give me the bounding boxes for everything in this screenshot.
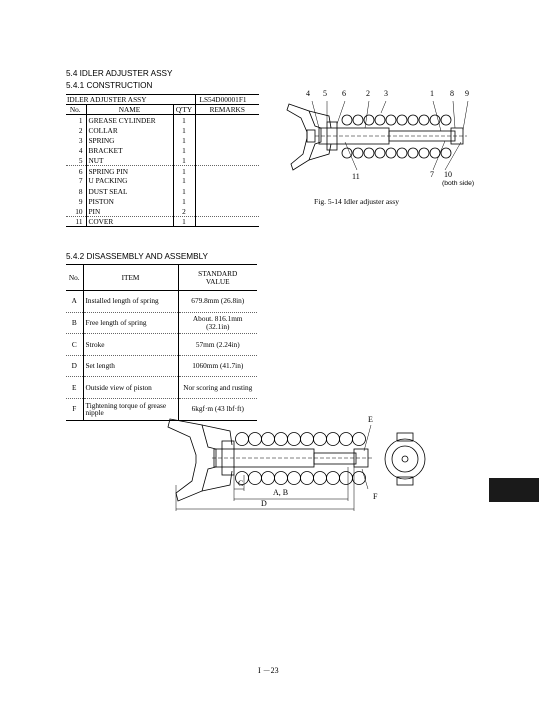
spring-coil bbox=[262, 472, 275, 485]
part-qty: 1 bbox=[173, 217, 195, 227]
std-item: Outside view of piston bbox=[83, 377, 178, 399]
part-name: SPRING PIN bbox=[86, 166, 173, 176]
part-name: COLLAR bbox=[86, 125, 173, 135]
std-item: Stroke bbox=[83, 334, 178, 356]
part-name: PISTON bbox=[86, 196, 173, 206]
part-name: DUST SEAL bbox=[86, 186, 173, 196]
leader-3 bbox=[381, 101, 386, 113]
parts-table-header bbox=[66, 105, 259, 115]
spring-coil bbox=[340, 472, 353, 485]
part-remarks bbox=[195, 217, 259, 227]
spring-coil bbox=[288, 433, 301, 446]
spring-coil bbox=[364, 148, 374, 158]
std-col-value-line1: STANDARD bbox=[198, 268, 238, 278]
part-qty: 1 bbox=[173, 115, 195, 125]
spring-coil bbox=[275, 433, 288, 446]
part-no: 5 bbox=[66, 156, 86, 166]
part-name: BRACKET bbox=[86, 145, 173, 155]
spring-coil bbox=[408, 148, 418, 158]
table-row bbox=[66, 291, 257, 313]
table-row bbox=[66, 125, 259, 135]
std-value: 1060mm (41.7in) bbox=[178, 355, 257, 377]
table-row bbox=[66, 176, 259, 186]
spring-coil bbox=[236, 433, 249, 446]
part-qty: 1 bbox=[173, 176, 195, 186]
part-no: 7 bbox=[66, 176, 86, 186]
spring-coil bbox=[375, 148, 385, 158]
callout-6: 6 bbox=[342, 89, 346, 98]
spring-coil bbox=[249, 433, 262, 446]
std-item: Free length of spring bbox=[83, 312, 178, 334]
chapter-tab bbox=[489, 478, 539, 502]
leader-4 bbox=[312, 101, 319, 128]
spring-coil bbox=[327, 472, 340, 485]
both-side-note: (both side) bbox=[442, 180, 475, 187]
spring-coil bbox=[340, 433, 353, 446]
part-remarks bbox=[195, 176, 259, 186]
piston bbox=[389, 131, 455, 141]
col-no: No. bbox=[66, 105, 86, 115]
leader-9 bbox=[463, 101, 468, 130]
table-row bbox=[66, 156, 259, 166]
spring-coil bbox=[301, 472, 314, 485]
std-no: D bbox=[66, 355, 83, 377]
spring-coil bbox=[262, 433, 275, 446]
part-no: 11 bbox=[66, 217, 86, 227]
std-item: Installed length of spring bbox=[83, 291, 178, 313]
disassembly-heading: 5.4.2 DISASSEMBLY AND ASSEMBLY bbox=[66, 252, 208, 261]
part-name: NUT bbox=[86, 156, 173, 166]
spring-coil bbox=[419, 115, 429, 125]
spring-coil bbox=[386, 148, 396, 158]
part-qty: 1 bbox=[173, 166, 195, 176]
part-qty: 1 bbox=[173, 125, 195, 135]
part-no: 8 bbox=[66, 186, 86, 196]
spring-coil bbox=[441, 148, 451, 158]
spring-coil bbox=[375, 115, 385, 125]
leader-7 bbox=[433, 141, 445, 170]
part-name: PIN bbox=[86, 207, 173, 217]
table-row bbox=[66, 115, 259, 125]
assy-title: IDLER ADJUSTER ASSY bbox=[66, 95, 195, 105]
callout-4: 4 bbox=[306, 89, 310, 98]
part-qty: 1 bbox=[173, 135, 195, 145]
table-row bbox=[66, 196, 259, 206]
table-row bbox=[66, 186, 259, 196]
callout-11: 11 bbox=[352, 172, 360, 181]
spring-coil bbox=[327, 433, 340, 446]
std-value: 57mm (2.24in) bbox=[178, 334, 257, 356]
std-item: Tightening torque of grease nipple bbox=[83, 398, 178, 420]
leader-f bbox=[362, 469, 368, 489]
part-remarks bbox=[195, 156, 259, 166]
figure-caption: Fig. 5-14 Idler adjuster assy bbox=[314, 197, 399, 206]
spring-coil bbox=[408, 115, 418, 125]
std-col-no: No. bbox=[66, 265, 83, 291]
table-row bbox=[66, 166, 259, 176]
part-remarks bbox=[195, 145, 259, 155]
table-row bbox=[66, 217, 259, 227]
spring-coil bbox=[342, 115, 352, 125]
spring-coil bbox=[397, 115, 407, 125]
table-row bbox=[66, 312, 257, 334]
spring-coil bbox=[275, 472, 288, 485]
part-no: 4 bbox=[66, 145, 86, 155]
std-no: C bbox=[66, 334, 83, 356]
part-remarks bbox=[195, 115, 259, 125]
std-no: A bbox=[66, 291, 83, 313]
std-no: B bbox=[66, 312, 83, 334]
leader-6 bbox=[337, 101, 345, 124]
std-col-value bbox=[178, 265, 257, 291]
end-view-outer bbox=[385, 439, 425, 479]
spring-coil bbox=[430, 115, 440, 125]
part-name: SPRING bbox=[86, 135, 173, 145]
part-no: 9 bbox=[66, 196, 86, 206]
spring-coil bbox=[441, 115, 451, 125]
part-remarks bbox=[195, 186, 259, 196]
label-f: F bbox=[373, 492, 378, 501]
table-row bbox=[66, 334, 257, 356]
table-row bbox=[66, 145, 259, 155]
part-name: COVER bbox=[86, 217, 173, 227]
spring-coil bbox=[397, 148, 407, 158]
callout-9: 9 bbox=[465, 89, 469, 98]
spring-coil bbox=[249, 472, 262, 485]
callout-3: 3 bbox=[384, 89, 388, 98]
spring-coil bbox=[353, 115, 363, 125]
leader-2 bbox=[365, 101, 369, 128]
std-col-value-line2: VALUE bbox=[205, 276, 230, 286]
part-remarks bbox=[195, 135, 259, 145]
part-qty: 2 bbox=[173, 207, 195, 217]
spring-coil bbox=[288, 472, 301, 485]
part-remarks bbox=[195, 166, 259, 176]
spring-coil bbox=[342, 148, 352, 158]
std-no: F bbox=[66, 398, 83, 420]
parts-table bbox=[66, 94, 259, 227]
standard-value-table bbox=[66, 264, 257, 421]
label-d: D bbox=[261, 499, 267, 508]
leader-1 bbox=[433, 101, 441, 131]
spring-coil bbox=[386, 115, 396, 125]
std-value: 679.8mm (26.8in) bbox=[178, 291, 257, 313]
std-value: About. 816.1mm (32.1in) bbox=[178, 312, 257, 334]
label-c: C bbox=[238, 479, 244, 488]
end-view-hub bbox=[402, 456, 408, 462]
table-row bbox=[66, 355, 257, 377]
part-qty: 1 bbox=[173, 156, 195, 166]
part-qty: 1 bbox=[173, 145, 195, 155]
table-row bbox=[66, 377, 257, 399]
callout-2: 2 bbox=[366, 89, 370, 98]
part-name: GREASE CYLINDER bbox=[86, 115, 173, 125]
part-no: 10 bbox=[66, 207, 86, 217]
callout-7: 7 bbox=[430, 170, 434, 179]
page-number: I －23 bbox=[258, 666, 279, 675]
std-col-item: ITEM bbox=[83, 265, 178, 291]
part-no: 2 bbox=[66, 125, 86, 135]
spring-coil bbox=[353, 148, 363, 158]
callout-1: 1 bbox=[430, 89, 434, 98]
leader-8 bbox=[453, 101, 455, 128]
section-heading: 5.4 IDLER ADJUSTER ASSY bbox=[66, 69, 173, 78]
spring-coil bbox=[314, 472, 327, 485]
callout-10: 10 bbox=[444, 170, 452, 179]
assy-part-number: LS54D00001F1 bbox=[195, 95, 259, 105]
lower-bracket-fork bbox=[168, 419, 216, 501]
part-no: 6 bbox=[66, 166, 86, 176]
bracket-fork bbox=[287, 104, 321, 170]
label-e: E bbox=[368, 415, 373, 424]
assembly-dimension-drawing bbox=[168, 415, 428, 515]
leader-10 bbox=[445, 142, 461, 170]
part-name: U PACKING bbox=[86, 176, 173, 186]
std-item: Set length bbox=[83, 355, 178, 377]
col-remarks: REMARKS bbox=[195, 105, 259, 115]
spring-coil bbox=[419, 148, 429, 158]
table-row bbox=[66, 135, 259, 145]
std-value: Nor scoring and rusting bbox=[178, 377, 257, 399]
nut bbox=[307, 130, 315, 142]
col-name: NAME bbox=[86, 105, 173, 115]
standard-table-header bbox=[66, 265, 257, 291]
part-no: 1 bbox=[66, 115, 86, 125]
spring-coil bbox=[301, 433, 314, 446]
part-no: 3 bbox=[66, 135, 86, 145]
callout-5: 5 bbox=[323, 89, 327, 98]
part-qty: 1 bbox=[173, 196, 195, 206]
part-remarks bbox=[195, 196, 259, 206]
col-qty: Q'TY bbox=[173, 105, 195, 115]
leader-11 bbox=[345, 142, 357, 170]
construction-heading: 5.4.1 CONSTRUCTION bbox=[66, 81, 153, 90]
spring-coil bbox=[353, 433, 366, 446]
std-value: 6kgf·m (43 lbf·ft) bbox=[178, 398, 257, 420]
label-ab: A, B bbox=[273, 488, 289, 497]
std-no: E bbox=[66, 377, 83, 399]
end-view-inner bbox=[392, 446, 418, 472]
part-qty: 1 bbox=[173, 186, 195, 196]
spring-coil bbox=[314, 433, 327, 446]
table-row bbox=[66, 207, 259, 217]
parts-table-title-row bbox=[66, 95, 259, 105]
part-remarks bbox=[195, 207, 259, 217]
part-remarks bbox=[195, 125, 259, 135]
callout-8: 8 bbox=[450, 89, 454, 98]
lower-piston bbox=[314, 453, 356, 464]
